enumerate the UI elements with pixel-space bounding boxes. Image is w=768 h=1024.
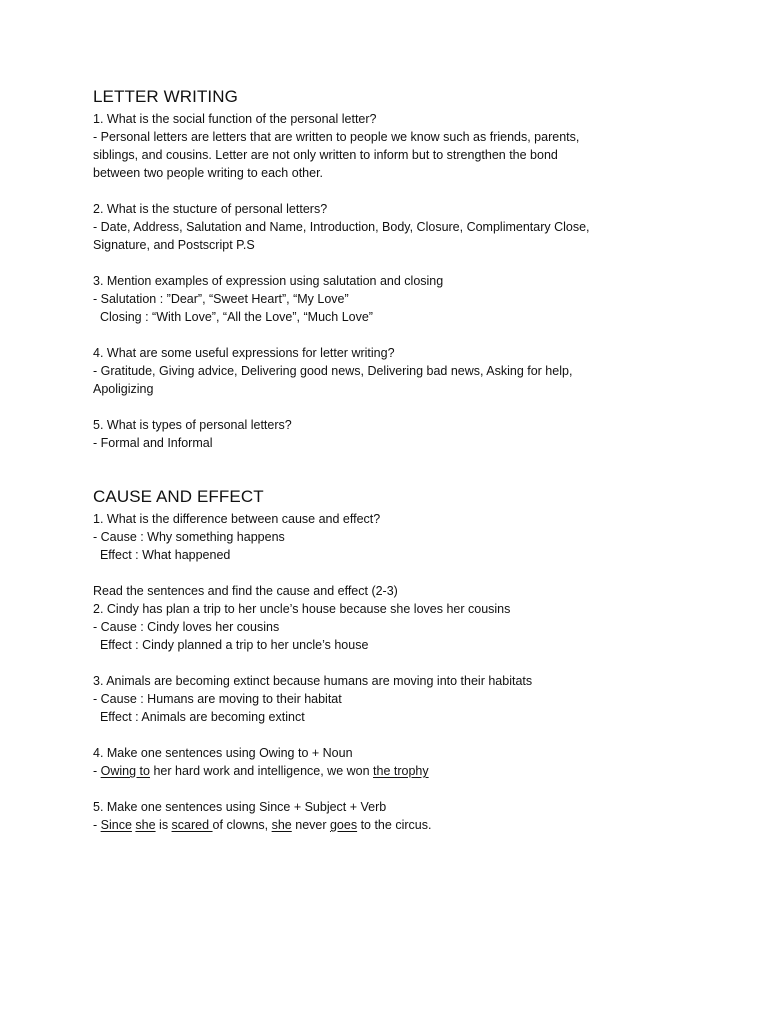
spacer: [93, 254, 673, 272]
underlined-word: she: [271, 818, 292, 832]
lw-answer-4-line-1: - Gratitude, Giving advice, Delivering good news, Delivering bad news, Asking for help,: [93, 364, 573, 378]
lw-answer-1-line-2: siblings, and cousins. Letter are not only written to inform but to strengthen the bond: [93, 148, 558, 162]
spacer: [93, 398, 673, 416]
ce-answer-3-line-1: - Cause : Humans are moving to their habitat: [93, 692, 342, 706]
underlined-word: scared: [171, 818, 213, 832]
ce-question-2: 2. Cindy has plan a trip to her uncle’s house because she loves her cousins: [93, 602, 511, 616]
lw-answer-4-line-2: Apoligizing: [93, 382, 154, 396]
lw-answer-2-line-2: Signature, and Postscript P.S: [93, 238, 255, 252]
lw-answer-3-line-1: - Salutation : ”Dear”, “Sweet Heart”, “My Love”: [93, 292, 349, 306]
underlined-word: goes: [329, 818, 358, 832]
lw-question-3: 3. Mention examples of expression using salutation and closing: [93, 274, 444, 288]
spacer: [93, 452, 673, 486]
spacer: [93, 182, 673, 200]
answer-text: to the circus.: [357, 818, 432, 832]
underlined-word: she: [135, 818, 156, 832]
document-page: [93, 86, 673, 834]
lw-answer-2-line-1: - Date, Address, Salutation and Name, Introduction, Body, Closure, Complimentary Close,: [93, 220, 590, 234]
answer-text: never: [291, 818, 330, 832]
spacer: [93, 780, 673, 798]
ce-answer-1-line-2: Effect : What happened: [93, 548, 231, 562]
spacer: [93, 564, 673, 582]
section-title-letter-writing: LETTER WRITING: [93, 87, 238, 106]
ce-answer-1-line-1: - Cause : Why something happens: [93, 530, 285, 544]
ce-question-3: 3. Animals are becoming extinct because humans are moving into their habitats: [93, 674, 533, 688]
ce-answer-4: [93, 762, 673, 780]
answer-dash: -: [93, 818, 101, 832]
lw-answer-1-line-1: - Personal letters are letters that are written to people we know such as friends, parents,: [93, 130, 580, 144]
lw-question-5: 5. What is types of personal letters?: [93, 418, 292, 432]
ce-answer-2-line-2: Effect : Cindy planned a trip to her uncle’s house: [93, 638, 369, 652]
spacer: [93, 326, 673, 344]
spacer: [93, 654, 673, 672]
answer-dash: -: [93, 764, 101, 778]
lw-question-1: 1. What is the social function of the personal letter?: [93, 112, 377, 126]
spacer: [93, 726, 673, 744]
lw-question-2: 2. What is the stucture of personal letters?: [93, 202, 328, 216]
ce-instruction: Read the sentences and find the cause and effect (2-3): [93, 584, 398, 598]
ce-answer-2-line-1: - Cause : Cindy loves her cousins: [93, 620, 280, 634]
underlined-phrase: Owing to: [100, 764, 150, 778]
answer-text: her hard work and intelligence, we won: [149, 764, 374, 778]
underlined-phrase: the trophy: [373, 764, 429, 778]
answer-text: is: [155, 818, 172, 832]
lw-answer-5-line-1: - Formal and Informal: [93, 436, 213, 450]
ce-question-1: 1. What is the difference between cause and effect?: [93, 512, 381, 526]
section-title-cause-effect: CAUSE AND EFFECT: [93, 487, 264, 506]
ce-answer-5: [93, 816, 673, 834]
ce-question-5: 5. Make one sentences using Since + Subject + Verb: [93, 800, 387, 814]
lw-answer-1-line-3: between two people writing to each other.: [93, 166, 324, 180]
lw-question-4: 4. What are some useful expressions for letter writing?: [93, 346, 395, 360]
answer-text: of clowns,: [212, 818, 272, 832]
ce-question-4: 4. Make one sentences using Owing to + Noun: [93, 746, 353, 760]
ce-answer-3-line-2: Effect : Animals are becoming extinct: [93, 710, 305, 724]
underlined-word: Since: [100, 818, 132, 832]
lw-answer-3-line-2: Closing : “With Love”, “All the Love”, “Much Love”: [93, 310, 373, 324]
